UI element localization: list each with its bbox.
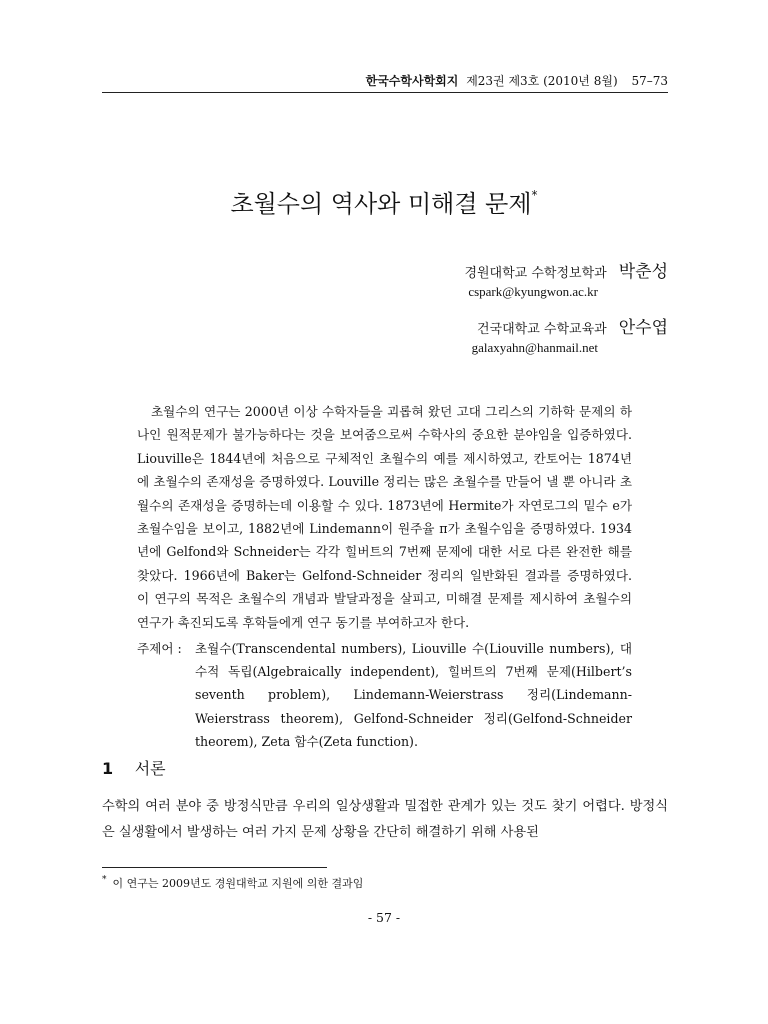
author-name: 안수엽 xyxy=(618,318,668,338)
footnote-mark: * xyxy=(102,875,107,886)
footnote-text: 이 연구는 2009년도 경원대학교 지원에 의한 결과임 xyxy=(112,877,364,890)
body-text xyxy=(102,794,668,846)
author-block-1 xyxy=(464,263,668,301)
header-divider xyxy=(102,92,668,93)
page-number: - 57 - xyxy=(367,910,401,925)
author-name: 박춘성 xyxy=(618,262,668,282)
keywords-text: 초월수(Transcendental numbers), Liouville 수(Liouville numbers), 대수적 독립(Algebraically independent), 힐버트의 7번째 문제(Hilbert’s seventh problem), Lindemann-Weierstrass 정리(Lindemann-Weierstrass theorem), Gelfond-Schneider 정리(Gelfond-Schneider theorem), Zeta 함수(Zeta function). xyxy=(195,641,632,749)
journal-pages: 57–73 xyxy=(631,74,668,88)
journal-name: 한국수학사학회지 xyxy=(365,74,459,88)
paper-title-text: 초월수의 역사와 미해결 문제 xyxy=(230,190,532,218)
section-number: 1 xyxy=(102,759,114,778)
author-affiliation: 건국대학교 수학교육과 xyxy=(477,322,607,337)
author-email[interactable]: cspark@kyungwon.ac.kr xyxy=(468,284,598,299)
keywords-label: 주제어 : xyxy=(137,641,182,656)
paper-title xyxy=(100,184,668,219)
abstract xyxy=(137,400,632,634)
running-header xyxy=(102,72,668,89)
keywords xyxy=(137,637,632,753)
section-title: 서론 xyxy=(134,759,166,778)
footnote-divider xyxy=(102,867,327,868)
author-affiliation: 경원대학교 수학정보학과 xyxy=(464,266,607,281)
footnote xyxy=(102,875,363,891)
section-heading xyxy=(102,756,166,779)
abstract-text: 초월수의 연구는 2000년 이상 수학자들을 괴롭혀 왔던 고대 그리스의 기하학 문제의 하나인 원적문제가 불가능하다는 것을 보여줌으로써 수학사의 중요한 분야임을 입증하였다. Liouville은 1844년에 처음으로 구체적인 초월수의 예를 제시하였고, 칸토어는 1874년에 초월수의 존재성을 증명하였다. Louville 정리는 많은 초월수를 만들어 낼 뿐 아니라 초월수의 존재성을 증명하는데 이용할 수 있다. 1873년에 Hermite가 자연로그의 밑수 e가 초월수임을 보이고, 1882년에 Lindemann이 원주율 π가 초월수임을 증명하였다. 1934년에 Gelfond와 Schneider는 각각 힐버트의 7번째 문제에 대한 서로 다른 완전한 해를 찾았다. 1966년에 Baker는 Gelfond-Schneider 정리의 일반화된 결과를 증명하였다. 이 연구의 목적은 초월수의 개념과 발달과정을 살피고, 미해결 문제를 제시하여 초월수의 연구가 촉진되도록 후학들에게 연구 동기를 부여하고자 한다. xyxy=(137,404,632,630)
title-footnote-mark: * xyxy=(531,188,538,202)
journal-issue: 제23권 제3호 (2010년 8월) xyxy=(466,74,618,88)
body-paragraph: 수학의 여러 분야 중 방정식만큼 우리의 일상생활과 밀접한 관계가 있는 것도 찾기 어렵다. 방정식은 실생활에서 발생하는 여러 가지 문제 상황을 간단히 해결하기 위해 사용된 xyxy=(102,799,668,840)
author-email[interactable]: galaxyahn@hanmail.net xyxy=(471,340,598,355)
author-block-2 xyxy=(472,319,668,357)
